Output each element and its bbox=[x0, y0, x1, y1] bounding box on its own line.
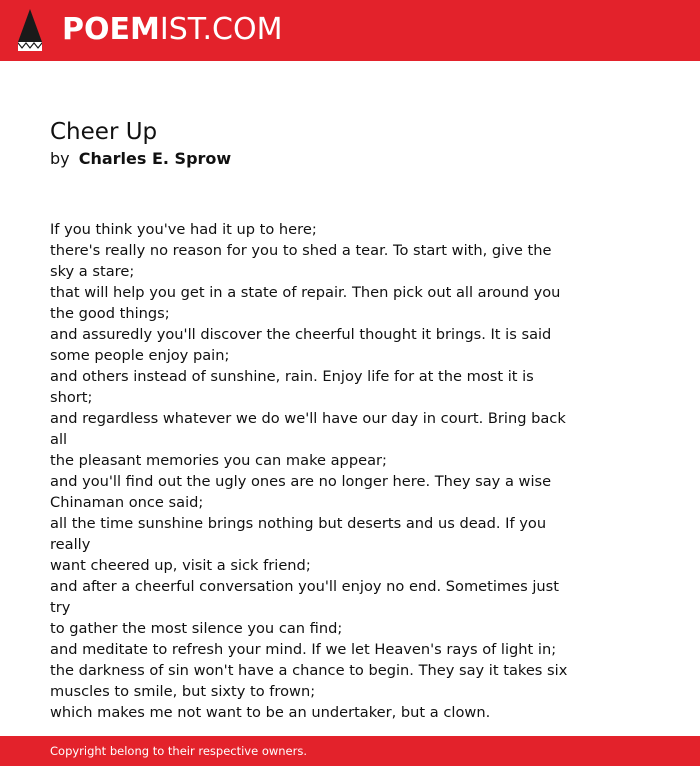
poem-line: to gather the most silence you can find; bbox=[50, 620, 343, 637]
poem-line: want cheered up, visit a sick friend; bbox=[50, 557, 311, 574]
poem-line: the darkness of sin won't have a chance to begin. They say it takes six bbox=[50, 662, 568, 679]
poem-line: the pleasant memories you can make appear; bbox=[50, 452, 387, 469]
site-footer bbox=[0, 736, 700, 766]
poem-line: some people enjoy pain; bbox=[50, 347, 230, 364]
poem-line: and meditate to refresh your mind. If we let Heaven's rays of light in; bbox=[50, 641, 557, 658]
poem-line: short; bbox=[50, 389, 93, 406]
logo-text-bold: POEM bbox=[62, 12, 160, 47]
poem-line: muscles to smile, but sixty to frown; bbox=[50, 683, 316, 700]
poem-line: Chinaman once said; bbox=[50, 494, 204, 511]
poem-line: and others instead of sunshine, rain. Enjoy life for at the most it is bbox=[50, 368, 534, 385]
poem-line: and regardless whatever we do we'll have our day in court. Bring back all bbox=[50, 410, 566, 448]
poem-byline bbox=[50, 148, 610, 170]
poem-line: and after a cheerful conversation you'll enjoy no end. Sometimes just try bbox=[50, 578, 559, 616]
poem-line: sky a stare; bbox=[50, 263, 135, 280]
poem-title: Cheer Up bbox=[50, 119, 158, 145]
poem-line: which makes me not want to be an undertaker, but a clown. bbox=[50, 704, 491, 721]
logo-text-light: IST.COM bbox=[159, 12, 283, 47]
poem-line: all the time sunshine brings nothing but deserts and us dead. If you really bbox=[50, 515, 547, 553]
poem-line: there's really no reason for you to shed a tear. To start with, give the bbox=[50, 242, 552, 259]
poem-header bbox=[50, 116, 610, 170]
site-header bbox=[0, 0, 700, 61]
footer-copyright: Copyright belong to their respective owners. bbox=[50, 744, 308, 758]
site-logo[interactable] bbox=[18, 9, 282, 51]
poem-line: If you think you've had it up to here; bbox=[50, 221, 317, 238]
pencil-icon bbox=[18, 9, 42, 51]
site-logo-text bbox=[62, 9, 282, 51]
poem-body bbox=[50, 219, 570, 723]
poem-line: that will help you get in a state of repair. Then pick out all around you bbox=[50, 284, 561, 301]
poem-line: and you'll find out the ugly ones are no longer here. They say a wise bbox=[50, 473, 552, 490]
poem-line: and assuredly you'll discover the cheerful thought it brings. It is said bbox=[50, 326, 552, 343]
poem-line: the good things; bbox=[50, 305, 170, 322]
byline-label: by bbox=[50, 149, 70, 168]
poem-author[interactable]: Charles E. Sprow bbox=[78, 149, 232, 168]
